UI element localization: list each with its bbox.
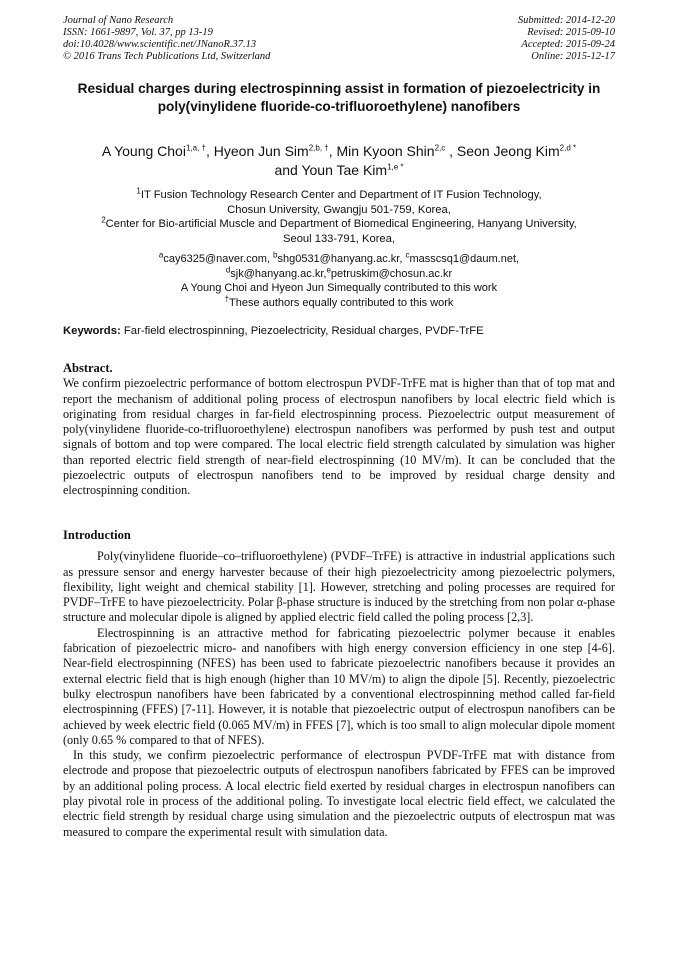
affiliation-2: $^2$Center for Bio-artificial Muscle and Department of Biomedical Engineering, Hanyang University, Seoul 133-791, Korea, [101, 215, 577, 245]
keywords [63, 324, 615, 338]
author-name: and Youn Tae Kim [274, 162, 388, 178]
journal-issn: ISSN: 1661-9897, Vol. 37, pp 13-19 [63, 27, 213, 38]
author-name: Seon Jeong Kim [456, 143, 560, 159]
author-affil-mark: 1,e * [387, 162, 404, 172]
submitted-date: Submitted: 2014-12-20 [517, 15, 615, 26]
intro-paragraph-1: Poly(vinylidene fluoride–co–trifluoroethylene) (PVDF–TrFE) is attractive in industrial applications such as pressure sensor and energy harvester because of their high piezoelectricity among piezoelectric polymers, flexibility, light weight and chemical stability [1]. However, stretching and poling processes are required for PVDF–TrFE to have piezoelectricity. Polar β-phase structure is induced by the stretching from non polar α-phase structure and molecular dipole is aligned by applied electric field called the poling process [2,3]. [63, 549, 615, 625]
email-a[interactable]: cay6325@naver.com [163, 253, 267, 265]
keywords-text: Far-field electrospinning, Piezoelectricity, Residual charges, PVDF-TrFE [123, 325, 484, 337]
dagger-note: †These authors equally contributed to this work [224, 293, 454, 309]
journal-info [63, 15, 270, 63]
keywords-label: Keywords: [63, 325, 121, 337]
email-b[interactable]: shg0531@hanyang.ac.kr [277, 253, 400, 265]
paper-title: Residual charges during electrospinning assist in formation of piezoelectricity in poly(vinylidene fluoride-co-trifluoroethylene) nanofibers [77, 81, 601, 114]
journal-doi: doi:10.4028/www.scientific.net/JNanoR.37.13 [63, 39, 257, 50]
article-dates [518, 15, 615, 63]
affiliation-1: $^1$IT Fusion Technology Research Center and Department of IT Fusion Technology, Chosun University, Gwangju 501-759, Korea, [136, 186, 542, 216]
online-date: Online: 2015-12-17 [531, 51, 615, 62]
abstract-heading: Abstract. [63, 361, 113, 375]
abstract-text: We confirm piezoelectric performance of bottom electrospun PVDF-TrFE mat is higher than that of top mat and report the mechanism of additional poling process of electrospun nanofibers by local electric field which is originating from residual charges in far-field electrospinning process. Piezoelectric output measurement of poly(vinylidene fluoride-co-trifluoroethylene) electrospun nanofibers was performed by push test and output signals of bottom and top were compared. The local electric field strength calculated by simulation was higher than reported electric field strength of near-field electrospinning (10 MV/m). It can be concluded that the piezoelectric outputs of electrospun nanofibers tend to be improved by residual charge density and electrospinning condition. [63, 376, 615, 498]
intro-paragraph-2: Electrospinning is an attractive method for fabricating piezoelectric polymer because it enables fabrication of piezoelectric micro- and nanofibers with high energy conversion efficiency in one step [4-6]. Near-field electrospinning (NFES) has been used to fabricate piezoelectric nanofibers because it provides an external electric field that is high enough (higher than 10 MV/m) to align the dipole [5]. Recently, piezoelectric bulky electrospun nanofibers have been fabricated by a conventional electrospinning method called far-field electrospinning (FFES) [7-11]. However, it is notable that piezoelectric output of electrospun nanofibers can be achieved by week electric field (0.065 MV/m) in FFES [7], which is too small to align molecular dipole moment (only 0.65 % compared to that of NFES). [63, 625, 615, 747]
introduction-section [63, 528, 615, 840]
author-list [40, 142, 638, 180]
abstract-section [63, 361, 615, 499]
author-affil-mark: 2,b, † [308, 143, 329, 153]
author-name: Min Kyoon Shin [336, 143, 435, 159]
email-e[interactable]: petruskim@chosun.ac.kr [330, 267, 453, 280]
revised-date: Revised: 2015-09-10 [527, 27, 615, 38]
author-affil-mark: 2,c [434, 143, 446, 153]
intro-paragraph-3: In this study, we confirm piezoelectric performance of electrospun PVDF-TrFE mat with distance from electrode and propose that piezoelectric outputs of electrospun nanofibers fabricated by FFES can be improved by an additional poling process. A local electric field exerted by residual charges in electrospun nanofibers can play pivotal role in process of the additional poling. To investigate local electric field effect, we calculated the electric field strength by residual charge using simulation and the piezoelectric outputs of electrospun mat was measured to compare the experimental result with simulation data. [63, 748, 615, 839]
journal-name: Journal of Nano Research [63, 15, 174, 26]
affiliations [40, 188, 638, 246]
equal-contribution-note: A Young Choi and Hyeon Jun Simequally contributed to this work [180, 282, 498, 294]
author-line-1: A Young Choi$^{1,a, \dagger}$, Hyeon Jun Sim$^{2,b, \dagger}$, Min Kyoon Shin$^{2,c}$ , Seon Jeong Kim$^{2,d *}$ [101, 143, 577, 159]
author-affil-mark: 1,a, † [185, 143, 206, 153]
email-c[interactable]: masscsq1@daum.net [409, 253, 517, 265]
author-line-2 [40, 161, 638, 180]
accepted-date: Accepted: 2015-09-24 [521, 39, 615, 50]
author-name: Hyeon Jun Sim [213, 143, 309, 159]
journal-copyright: © 2016 Trans Tech Publications Ltd, Switzerland [63, 51, 271, 62]
contact-emails: $^a$cay6325@naver.com, $^b$shg0531@hanyang.ac.kr, $^c$masscsq1@daum.net, $^d$sjk@hanyang.ac.kr,$^e$petruskim@chosun.ac.kr A Young Choi and Hyeon Jun Simequally contributed to this work †These authors equally contributed to this work [40, 252, 638, 310]
author-affil-mark: 2,d * [559, 143, 577, 153]
author-name: A Young Choi [101, 143, 186, 159]
email-d[interactable]: sjk@hanyang.ac.kr [230, 267, 324, 280]
introduction-heading: Introduction [63, 528, 131, 542]
